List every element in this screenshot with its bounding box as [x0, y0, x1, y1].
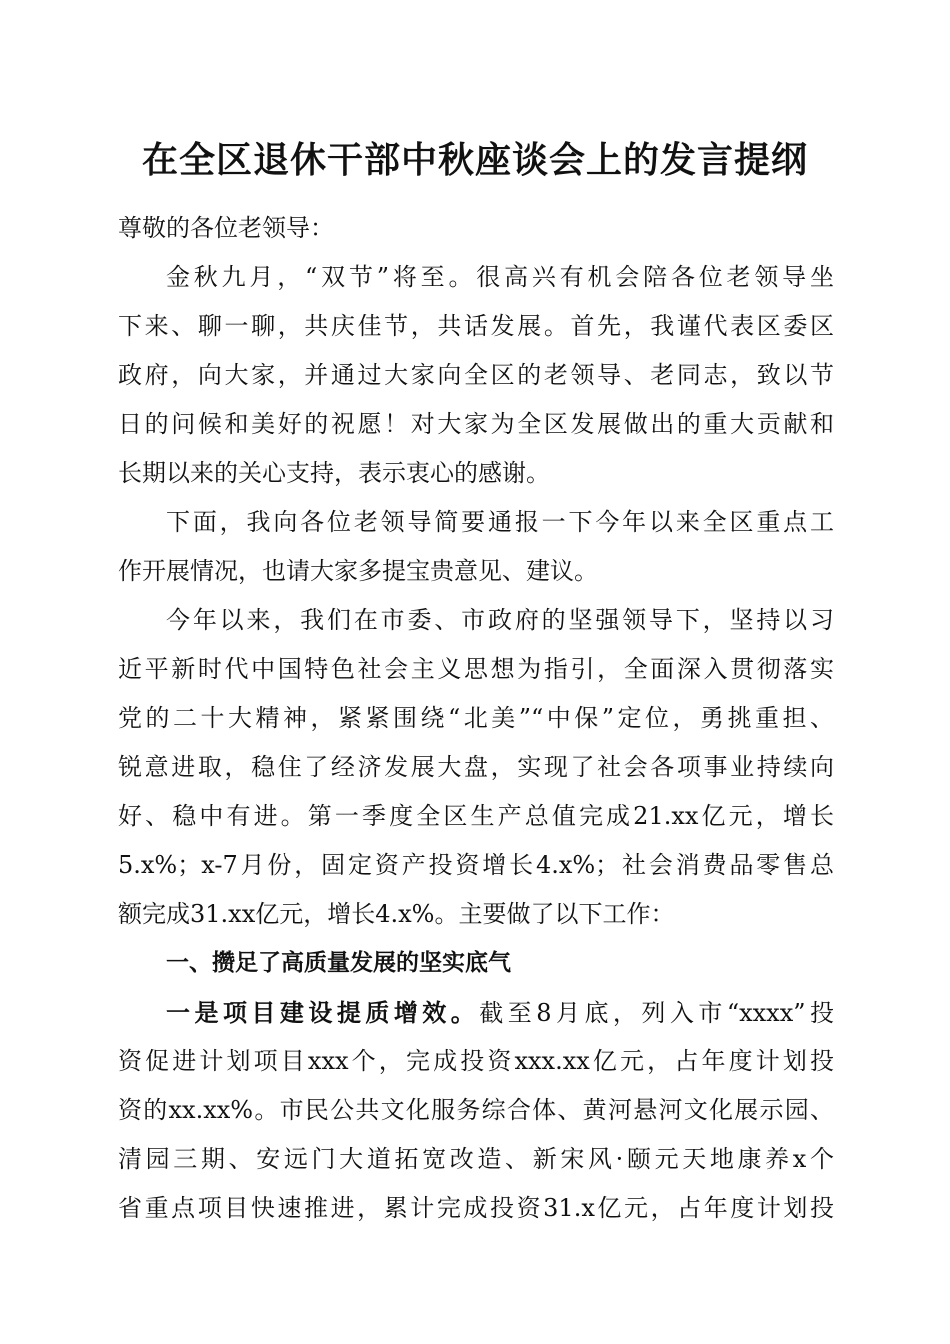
paragraph-line: 党的二十大精神，紧紧围绕“北美”“中保”定位，勇挑重担、	[118, 704, 834, 732]
paragraph-line-rest: 截至8月底，列入市“xxxx”投	[479, 999, 834, 1027]
paragraph-line: 资的xx.xx%。市民公共文化服务综合体、黄河悬河文化展示园、	[118, 1096, 834, 1124]
paragraph-line: 长期以来的关心支持，表示衷心的感谢。	[118, 459, 550, 487]
paragraph-line: 金秋九月，“双节”将至。很高兴有机会陪各位老领导坐	[166, 263, 834, 291]
paragraph-line: 额完成31.xx亿元，增长4.x%。主要做了以下工作：	[118, 900, 675, 928]
section-heading: 一、攒足了高质量发展的坚实底气	[166, 950, 511, 976]
paragraph-line: 近平新时代中国特色社会主义思想为指引，全面深入贯彻落实	[118, 655, 834, 683]
document-body	[118, 204, 834, 1233]
document-title: 在全区退休干部中秋座谈会上的发言提纲	[141, 139, 808, 181]
paragraph-line: 锐意进取，稳住了经济发展大盘，实现了社会各项事业持续向	[118, 753, 834, 781]
paragraph-line: 下面，我向各位老领导简要通报一下今年以来全区重点工	[166, 508, 834, 536]
paragraph-line: 清园三期、安远门大道拓宽改造、新宋风·颐元天地康养x个	[118, 1145, 834, 1173]
paragraph-line: 好、稳中有进。第一季度全区生产总值完成21.xx亿元，增长	[118, 802, 834, 830]
paragraph-line: 政府，向大家，并通过大家向全区的老领导、老同志，致以节	[118, 361, 834, 389]
paragraph-line: 日的问候和美好的祝愿！对大家为全区发展做出的重大贡献和	[118, 410, 834, 438]
paragraph-line: 下来、聊一聊，共庆佳节，共话发展。首先，我谨代表区委区	[118, 312, 834, 340]
paragraph-line: 资促进计划项目xxx个，完成投资xxx.xx亿元，占年度计划投	[118, 1047, 834, 1075]
paragraph-line: 5.x%；x-7月份，固定资产投资增长4.x%；社会消费品零售总	[118, 851, 834, 879]
paragraph-line: 省重点项目快速推进，累计完成投资31.x亿元，占年度计划投	[118, 1194, 834, 1222]
salutation: 尊敬的各位老领导：	[118, 214, 334, 242]
paragraph-line: 今年以来，我们在市委、市政府的坚强领导下，坚持以习	[166, 606, 834, 634]
paragraph-line: 作开展情况，也请大家多提宝贵意见、建议。	[118, 557, 598, 585]
paragraph-lead: 一是项目建设提质增效。	[166, 998, 480, 1027]
paragraph-line	[118, 988, 834, 1037]
